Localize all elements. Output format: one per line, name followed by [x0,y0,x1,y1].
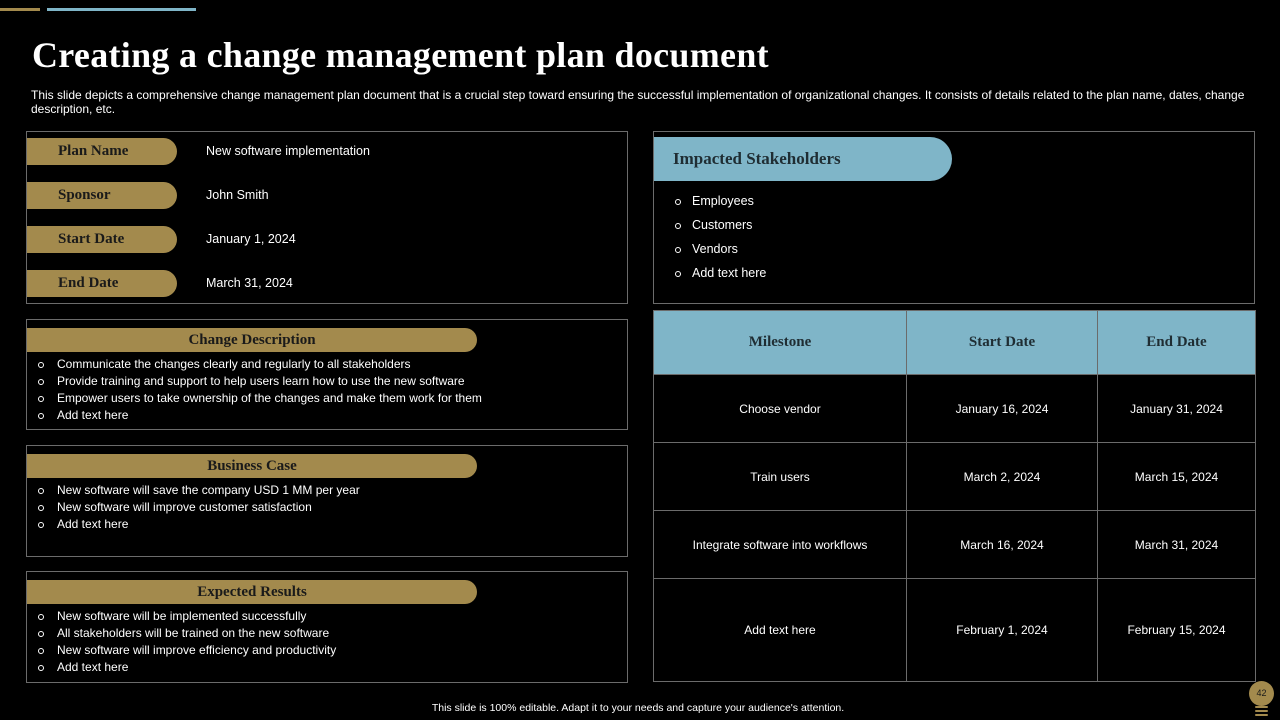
stakeholders-list [674,189,766,285]
change-description-panel [26,319,628,430]
table-row [654,375,1256,443]
list-item: Customers [674,213,766,237]
table-cell: January 31, 2024 [1098,375,1256,443]
table-cell: Add text here [654,579,907,682]
end-date-value: March 31, 2024 [206,276,293,290]
list-item: Employees [674,189,766,213]
sponsor-label: Sponsor [27,182,177,209]
list-item: New software will improve efficiency and productivity [37,642,336,659]
list-item: Add text here [674,261,766,285]
stakeholders-heading: Impacted Stakeholders [654,137,952,181]
list-item: Provide training and support to help users learn how to use the new software [37,373,482,390]
list-item: Add text here [37,516,360,533]
start-date-value: January 1, 2024 [206,232,296,246]
table-cell: January 16, 2024 [907,375,1098,443]
end-date-label: End Date [27,270,177,297]
expected-results-list [37,608,336,676]
table-cell: March 2, 2024 [907,443,1098,511]
list-item: New software will improve customer satisfaction [37,499,360,516]
milestone-table [653,310,1256,682]
table-cell: Train users [654,443,907,511]
list-item: Vendors [674,237,766,261]
table-row [654,443,1256,511]
page-subtitle: This slide depicts a comprehensive change management plan document that is a crucial step toward ensuring the successful implementation of organizational changes. It consists of details related to the plan name, dates, change description, etc. [31,88,1245,116]
milestone-header: Milestone [654,311,907,375]
start-date-row [27,226,627,253]
table-cell: February 1, 2024 [907,579,1098,682]
table-cell: March 15, 2024 [1098,443,1256,511]
footer-note: This slide is 100% editable. Adapt it to your needs and capture your audience's attention. [431,702,845,714]
list-item: Add text here [37,407,482,424]
accent-bar-gold [0,8,40,11]
sponsor-value: John Smith [206,188,269,202]
start-date-header: Start Date [907,311,1098,375]
plan-name-row [27,138,627,165]
table-cell: Choose vendor [654,375,907,443]
table-row [654,579,1256,682]
change-description-heading: Change Description [27,328,477,352]
plan-name-value: New software implementation [206,144,370,158]
plan-info-panel [26,131,628,304]
list-item: Communicate the changes clearly and regularly to all stakeholders [37,356,482,373]
end-date-row [27,270,627,297]
plan-name-label: Plan Name [27,138,177,165]
end-date-header: End Date [1098,311,1256,375]
start-date-label: Start Date [27,226,177,253]
table-row [654,511,1256,579]
table-cell: February 15, 2024 [1098,579,1256,682]
business-case-panel [26,445,628,557]
list-item: Add text here [37,659,336,676]
table-cell: March 31, 2024 [1098,511,1256,579]
list-item: New software will be implemented successfully [37,608,336,625]
page-title: Creating a change management plan document [32,35,769,75]
table-cell: Integrate software into workflows [654,511,907,579]
accent-bar-blue [47,8,196,11]
lightbulb-icon [1255,706,1268,718]
business-case-list [37,482,360,533]
sponsor-row [27,182,627,209]
expected-results-panel [26,571,628,683]
stakeholders-panel [653,131,1255,304]
expected-results-heading: Expected Results [27,580,477,604]
list-item: New software will save the company USD 1 MM per year [37,482,360,499]
list-item: Empower users to take ownership of the changes and make them work for them [37,390,482,407]
change-description-list [37,356,482,424]
page-number-badge: 42 [1249,681,1274,706]
table-header-row [654,311,1256,375]
list-item: All stakeholders will be trained on the new software [37,625,336,642]
business-case-heading: Business Case [27,454,477,478]
table-cell: March 16, 2024 [907,511,1098,579]
